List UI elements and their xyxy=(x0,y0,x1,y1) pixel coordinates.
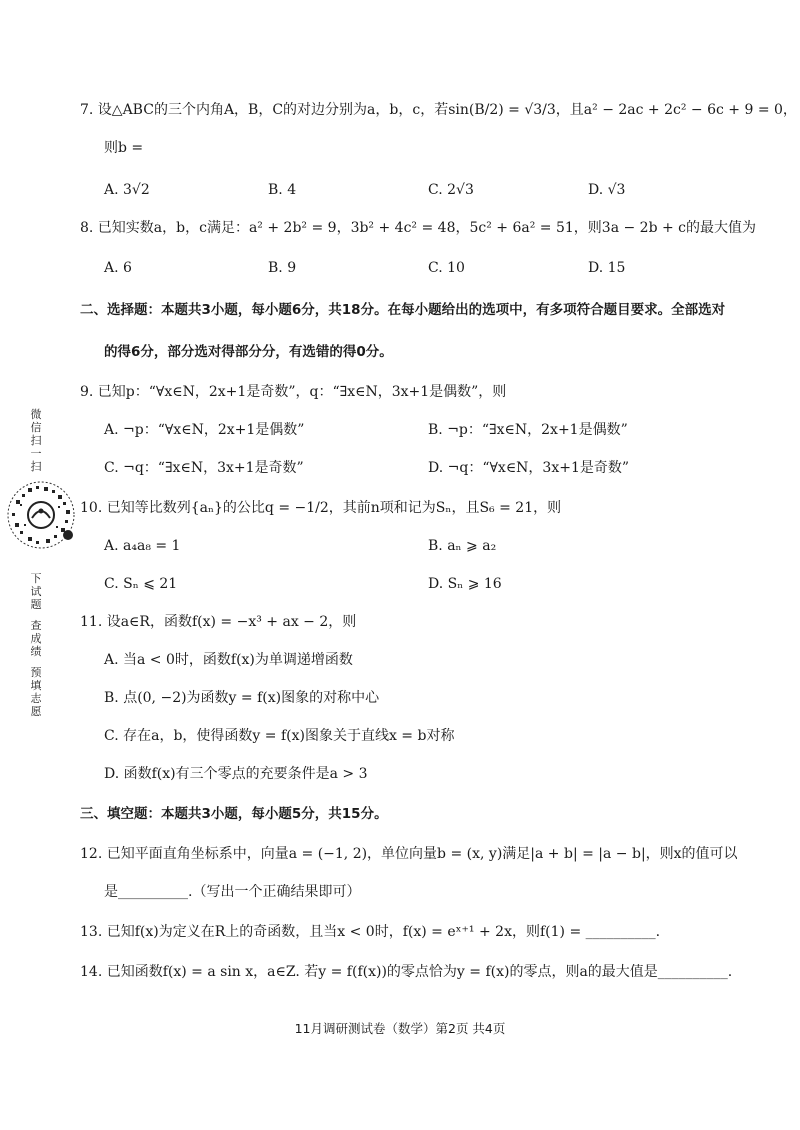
sidebar-char: 绩 xyxy=(30,645,42,658)
q11-stem: 11. 设a∈R，函数f(x) = −x³ + ax − 2，则 xyxy=(80,614,357,630)
sidebar-char: 题 xyxy=(30,598,42,611)
q10-stem: 10. 已知等比数列{aₙ}的公比q = −1/2，其前n项和记为Sₙ，且S₆ = 21，则 xyxy=(80,500,562,516)
q7-option-a: A. 3√2 xyxy=(104,182,150,198)
sidebar-char: 微 xyxy=(30,408,42,421)
sidebar-char xyxy=(28,658,44,666)
sidebar-char xyxy=(28,611,44,619)
sidebar-char: 成 xyxy=(30,632,42,645)
q7-stem-cont: 则b = xyxy=(104,140,144,156)
q9-option-c: C. ¬q：“∃x∈N，3x+1是奇数” xyxy=(104,460,304,476)
wechat-qr-code-icon[interactable] xyxy=(6,480,76,550)
q10-option-c: C. Sₙ ⩽ 21 xyxy=(104,576,178,592)
q8-option-c: C. 10 xyxy=(428,260,465,276)
q11-option-c: C. 存在a，b，使得函数y = f(x)图象关于直线x = b对称 xyxy=(104,728,455,744)
q11-option-d: D. 函数f(x)有三个零点的充要条件是a > 3 xyxy=(104,766,368,782)
q9-option-d: D. ¬q：“∀x∈N，3x+1是奇数” xyxy=(428,460,630,476)
section2-heading-cont: 的得6分，部分选对得部分分，有选错的得0分。 xyxy=(104,344,393,360)
sidebar-scan-text xyxy=(28,408,44,473)
q9-option-b: B. ¬p：“∃x∈N，2x+1是偶数” xyxy=(428,422,628,438)
q7-option-d: D. √3 xyxy=(588,182,626,198)
sidebar-char: 填 xyxy=(30,679,42,692)
q8-option-d: D. 15 xyxy=(588,260,626,276)
sidebar-char: 一 xyxy=(30,447,42,460)
sidebar-info-text xyxy=(28,572,44,718)
q8-option-b: B. 9 xyxy=(268,260,297,276)
q8-stem: 8. 已知实数a，b，c满足：a² + 2b² = 9，3b² + 4c² = 48，5c² + 6a² = 51，则3a − 2b + c的最大值为 xyxy=(80,220,757,236)
q9-option-a: A. ¬p：“∀x∈N，2x+1是偶数” xyxy=(104,422,305,438)
q13-stem: 13. 已知f(x)为定义在R上的奇函数，且当x < 0时，f(x) = eˣ⁺¹ + 2x，则f(1) = __________. xyxy=(80,924,661,940)
q12-stem-cont: 是__________.（写出一个正确结果即可） xyxy=(104,884,361,900)
sidebar-char: 试 xyxy=(30,585,42,598)
q8-option-a: A. 6 xyxy=(104,260,132,276)
q10-option-b: B. aₙ ⩾ a₂ xyxy=(428,538,497,554)
sidebar-char: 愿 xyxy=(30,705,42,718)
q12-stem: 12. 已知平面直角坐标系中，向量a = (−1, 2)，单位向量b = (x, y)满足|a + b| = |a − b|，则x的值可以 xyxy=(80,846,738,862)
sidebar-char: 查 xyxy=(30,619,42,632)
q9-stem: 9. 已知p：“∀x∈N，2x+1是奇数”，q：“∃x∈N，3x+1是偶数”，则 xyxy=(80,384,507,400)
q10-option-d: D. Sₙ ⩾ 16 xyxy=(428,576,502,592)
q11-option-b: B. 点(0, −2)为函数y = f(x)图象的对称中心 xyxy=(104,690,380,706)
q14-stem: 14. 已知函数f(x) = a sin x，a∈Z. 若y = f(f(x))的零点恰为y = f(x)的零点，则a的最大值是__________. xyxy=(80,964,733,980)
q10-option-a: A. a₄a₈ = 1 xyxy=(104,538,181,554)
sidebar-char: 志 xyxy=(30,692,42,705)
q7-option-b: B. 4 xyxy=(268,182,297,198)
q7-stem: 7. 设△ABC的三个内角A，B，C的对边分别为a，b，c，若sin(B/2) = √3/3，且a² − 2ac + 2c² − 6c + 9 = 0， xyxy=(80,102,797,118)
section3-heading: 三、填空题：本题共3小题，每小题5分，共15分。 xyxy=(80,806,388,822)
q7-option-c: C. 2√3 xyxy=(428,182,474,198)
q11-option-a: A. 当a < 0时，函数f(x)为单调递增函数 xyxy=(104,652,353,668)
section2-heading: 二、选择题：本题共3小题，每小题6分，共18分。在每小题给出的选项中，有多项符合题目要求。全部选对 xyxy=(80,302,726,318)
sidebar-char: 扫 xyxy=(30,460,42,473)
page-footer: 11月调研测试卷（数学）第2页 共4页 xyxy=(294,1021,506,1036)
sidebar-char: 扫 xyxy=(30,434,42,447)
sidebar-char: 预 xyxy=(30,666,42,679)
sidebar-char: 下 xyxy=(30,572,42,585)
sidebar-char: 信 xyxy=(30,421,42,434)
